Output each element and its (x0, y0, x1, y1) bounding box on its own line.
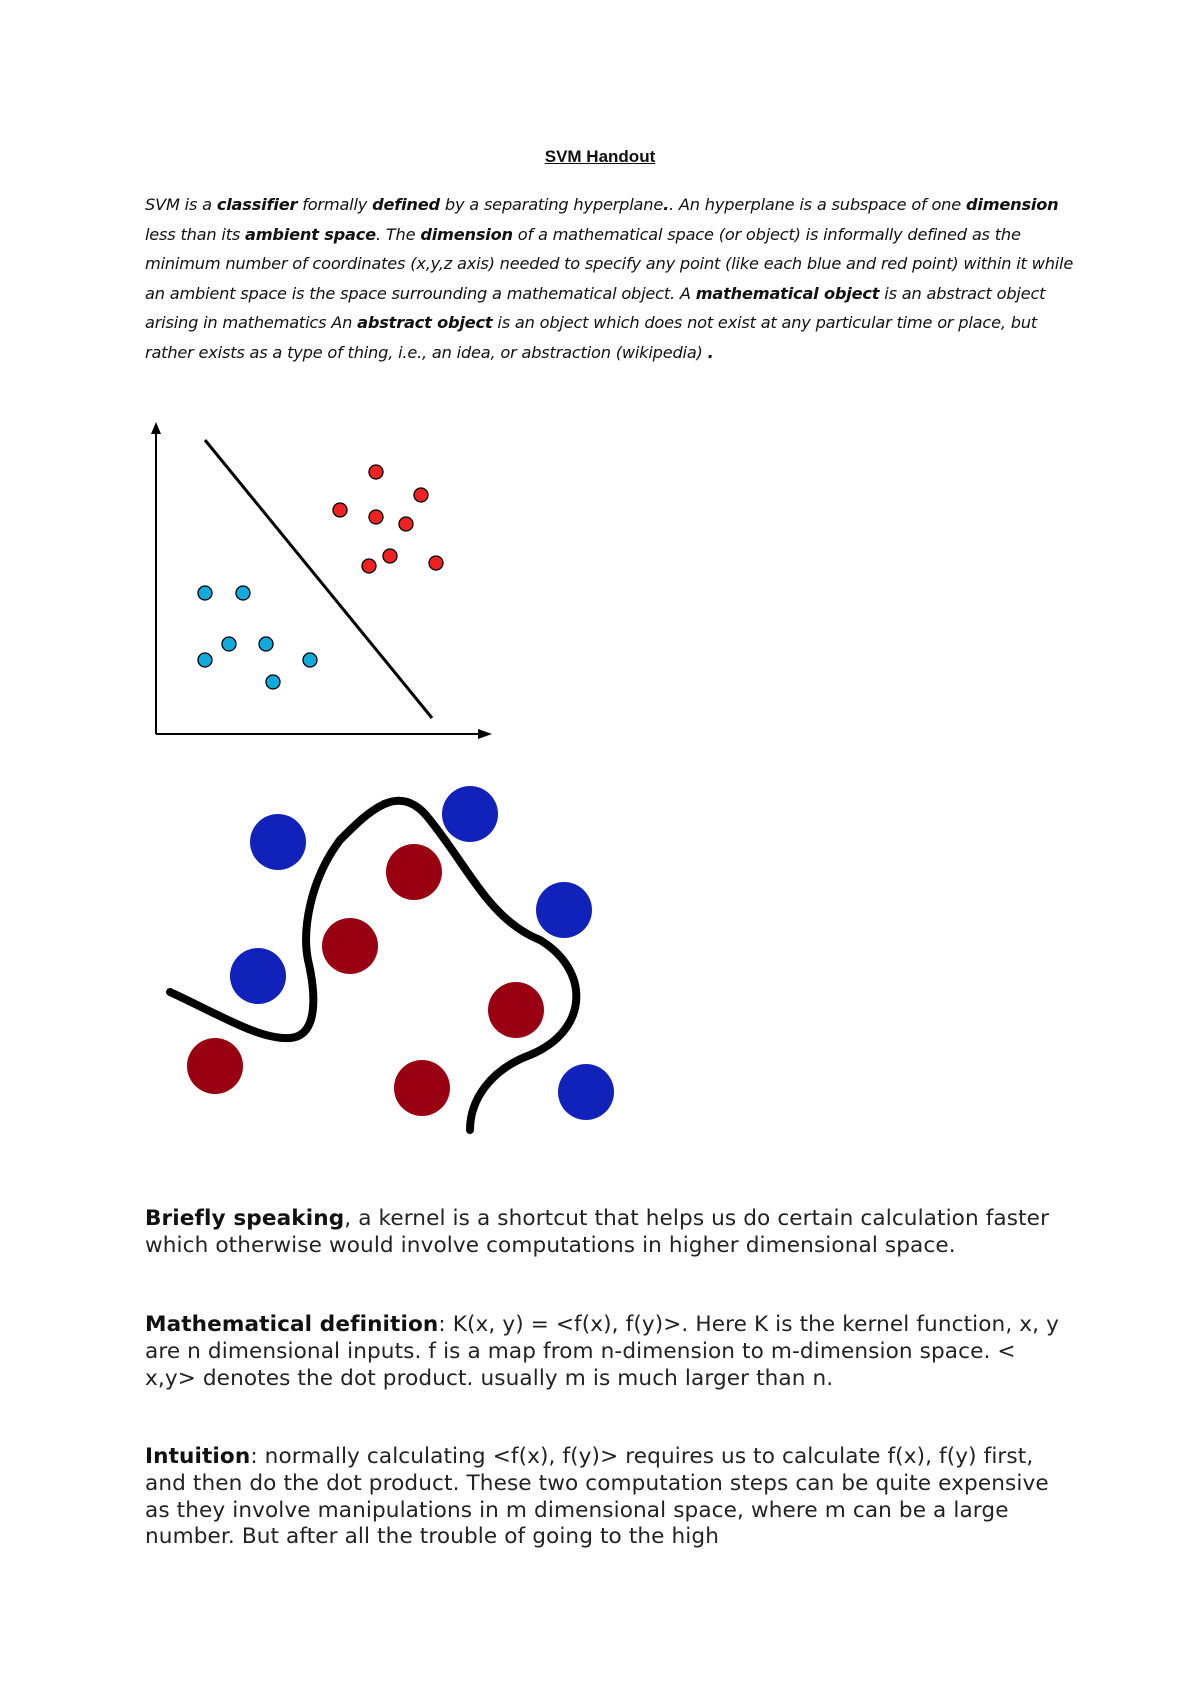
page-title: SVM Handout (544, 147, 656, 166)
red-data-point (383, 549, 397, 563)
blue-data-point (198, 586, 212, 600)
red-data-point (369, 465, 383, 479)
red-data-point (362, 559, 376, 573)
dark-red-data-point (187, 1038, 243, 1094)
blue-data-point (198, 653, 212, 667)
blue-data-point (303, 653, 317, 667)
nonlinear-boundary-figure (150, 770, 630, 1150)
blue-data-point (222, 637, 236, 651)
dark-red-data-point (386, 844, 442, 900)
y-axis-arrow (151, 422, 161, 434)
blue-data-point (236, 586, 250, 600)
dark-blue-data-point (250, 814, 306, 870)
mathematical-definition-paragraph: Mathematical definition: K(x, y) = <f(x), f(y)>. Here K is the kernel function, x, y are n dimensional inputs. f is a map from n-dimension to m-dimension space. < x,y> denotes the dot product. usually m is much larger than n. (145, 1312, 1059, 1391)
red-points-group (333, 465, 443, 573)
separating-hyperplane (205, 440, 432, 718)
dark-blue-data-point (230, 948, 286, 1004)
dark-red-data-point (322, 918, 378, 974)
red-data-point (429, 556, 443, 570)
blue-data-point (266, 675, 280, 689)
blue-data-point (259, 637, 273, 651)
linear-separator-figure (140, 420, 500, 750)
kernel-paragraph: Briefly speaking, a kernel is a shortcut that helps us do certain calculation faster which otherwise would involve computations in higher dimensional space. (145, 1206, 1050, 1258)
red-data-point (369, 510, 383, 524)
dark-red-data-point (394, 1060, 450, 1116)
dark-red-data-point (488, 982, 544, 1038)
dark-blue-data-point (558, 1064, 614, 1120)
blue-points-group (198, 586, 317, 689)
x-axis-arrow (478, 729, 492, 739)
dark-blue-data-point (536, 882, 592, 938)
intuition-paragraph: Intuition: normally calculating <f(x), f(y)> requires us to calculate f(x), f(y) first, and then do the dot product. These two computation steps can be quite expensive as they involve manipulations in m dimensional space, where m can be a large number. But after all the trouble of going to the high (145, 1444, 1049, 1550)
intro-paragraph: SVM is a classifier formally defined by a separating hyperplane.. An hyperplane is a subspace of one dimension less than its ambient space. The dimension of a mathematical space (or object) is informally defined as the minimum number of coordinates (x,y,z axis) needed to specify any point (like each blue and red point) within it while an ambient space is the space surrounding a mathematical object. A mathematical object is an abstract object arising in mathematics An abstract object is an object which does not exist at any particular time or place, but rather exists as a type of thing, i.e., an idea, or abstraction (wikipedia) . (145, 195, 1074, 362)
red-data-point (414, 488, 428, 502)
red-data-point (399, 517, 413, 531)
red-data-point (333, 503, 347, 517)
dark-blue-data-point (442, 786, 498, 842)
